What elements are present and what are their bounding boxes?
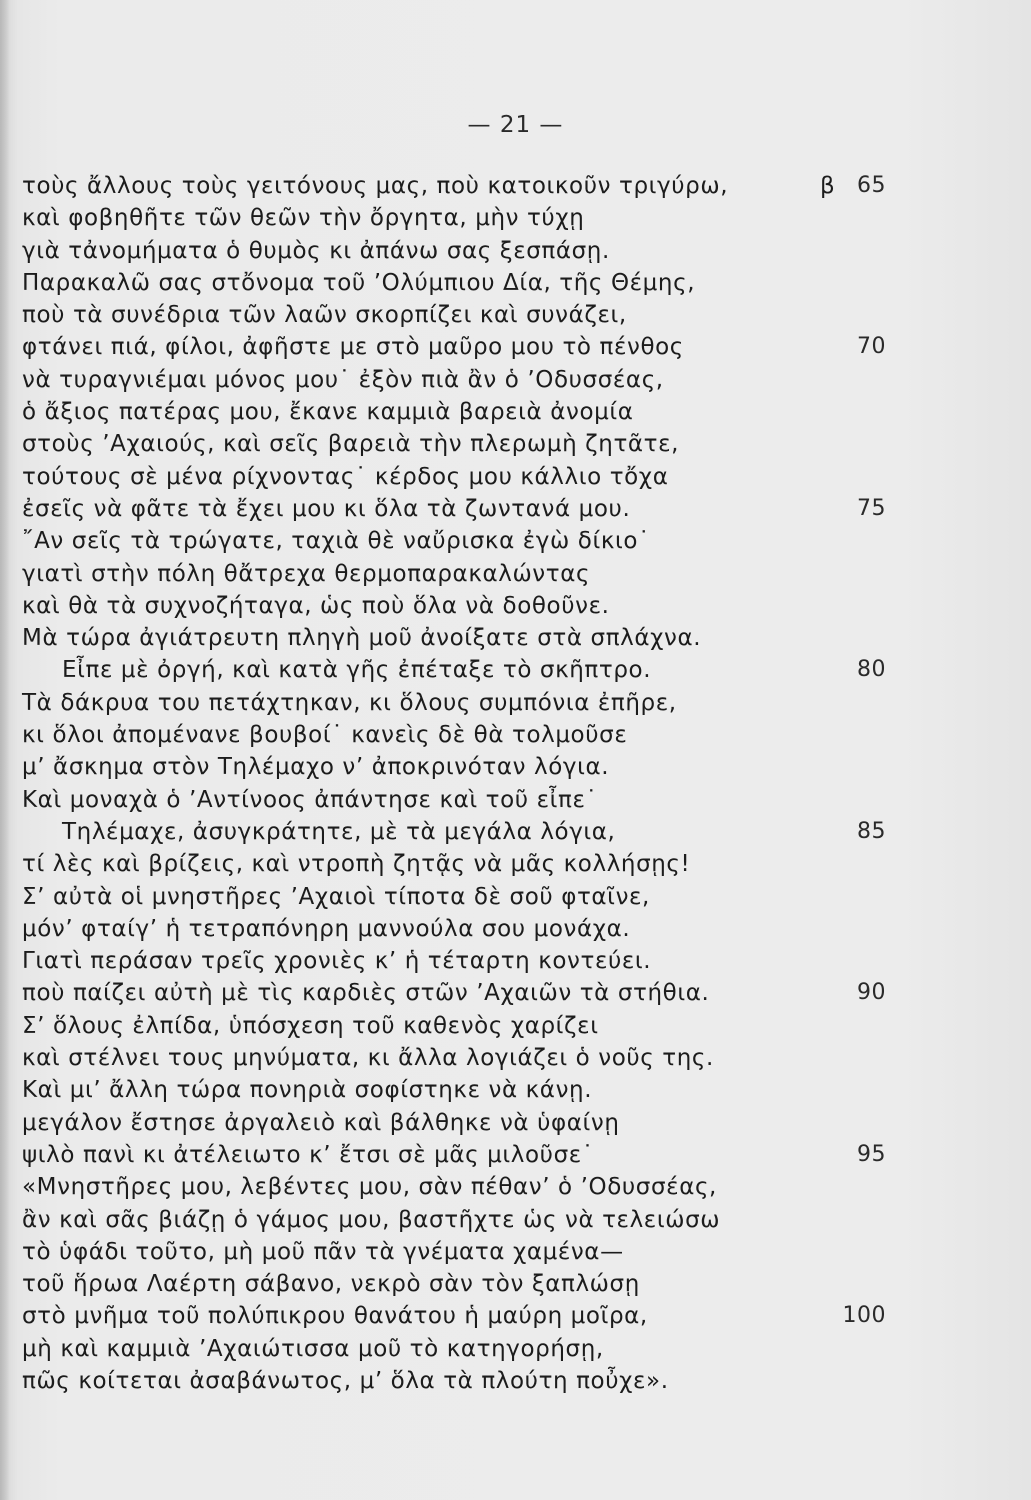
verse-text: τοὺς ἄλλους τοὺς γειτόνους μας, ποὺ κατοικοῦν τριγύρω, xyxy=(22,173,729,199)
book-marker: β xyxy=(820,173,836,199)
verse-line xyxy=(0,881,1031,913)
verse-text: Μὰ τώρα ἀγιάτρευτη πληγὴ μοῦ ἀνοίξατε στὰ σπλάχνα. xyxy=(22,625,702,652)
verse-text: Καὶ μοναχὰ ὁ ’Αντίνοος ἀπάντησε καὶ τοῦ εἶπε˙ xyxy=(22,786,598,813)
line-number: 90 xyxy=(857,980,886,1006)
verse-line xyxy=(0,1204,1031,1236)
verse-line xyxy=(0,1107,1031,1139)
verse-line xyxy=(0,235,1031,267)
verse-line xyxy=(0,331,1031,363)
verse-text: ῎Αν σεῖς τὰ τρώγατε, ταχιὰ θὲ ναὔρισκα ἐγὼ δίκιο˙ xyxy=(22,528,651,555)
verse-text: ποὺ τὰ συνέδρια τῶν λαῶν σκορπίζει καὶ συνάζει, xyxy=(22,302,627,329)
verse-line xyxy=(0,299,1031,331)
line-number: 100 xyxy=(842,1303,886,1329)
verse-line xyxy=(0,558,1031,590)
verse-text: τὸ ὑφάδι τοῦτο, μὴ μοῦ πᾶν τὰ γνέματα χαμένα— xyxy=(22,1238,624,1265)
verse-text: νὰ τυραγνιέμαι μόνος μου˙ ἐξὸν πιὰ ἂν ὁ ’Οδυσσέας, xyxy=(22,366,664,393)
verse-text: Τὰ δάκρυα του πετάχτηκαν, κι ὅλους συμπόνια ἐπῆρε, xyxy=(22,689,677,716)
poem-text xyxy=(0,170,1031,1397)
verse-text: μεγάλον ἔστησε ἀργαλειὸ καὶ βάλθηκε νὰ ὑφαίνῃ xyxy=(22,1109,620,1136)
verse-line xyxy=(0,913,1031,945)
verse-line xyxy=(0,1300,1031,1332)
verse-text: καὶ θὰ τὰ συχνοζήταγα, ὡς ποὺ ὅλα νὰ δοθοῦνε. xyxy=(22,592,610,619)
verse-text: στὸ μνῆμα τοῦ πολύπικρου θανάτου ἡ μαύρη μοῖρα, xyxy=(22,1303,648,1330)
verse-text: Παρακαλῶ σας στὄνομα τοῦ ’Ολύμπιου Δία, τῆς Θέμης, xyxy=(22,269,696,296)
verse-text: ἐσεῖς νὰ φᾶτε τὰ ἔχει μου κι ὅλα τὰ ζωντανά μου. xyxy=(22,495,631,522)
verse-line xyxy=(0,428,1031,460)
verse-text: καὶ στέλνει τους μηνύματα, κι ἄλλα λογιάζει ὁ νοῦς της. xyxy=(22,1045,714,1072)
page-number: — 21 — xyxy=(467,112,564,138)
verse-text: Γιατὶ περάσαν τρεῖς χρονιὲς κ’ ἡ τέταρτη κοντεύει. xyxy=(22,948,652,975)
verse-line xyxy=(0,1074,1031,1106)
verse-line xyxy=(0,1236,1031,1268)
verse-line xyxy=(0,687,1031,719)
verse-line xyxy=(0,848,1031,880)
verse-line xyxy=(0,267,1031,299)
verse-text: πῶς κοίτεται ἀσαβάνωτος, μ’ ὅλα τὰ πλούτη ποὖχε». xyxy=(22,1367,669,1394)
verse-line xyxy=(0,364,1031,396)
line-number: 85 xyxy=(857,818,886,844)
line-number: 75 xyxy=(857,495,886,521)
line-number: 65 xyxy=(857,173,886,198)
verse-text: ποὺ παίζει αὐτὴ μὲ τὶς καρδιὲς στῶν ’Αχαιῶν τὰ στήθια. xyxy=(22,980,710,1007)
verse-text: καὶ φοβηθῆτε τῶν θεῶν τὴν ὄργητα, μὴν τύχῃ xyxy=(22,205,585,232)
verse-line xyxy=(0,945,1031,977)
verse-line xyxy=(0,1333,1031,1365)
verse-text: κι ὅλοι ἀπομένανε βουβοί˙ κανεὶς δὲ θὰ τολμοῦσε xyxy=(22,722,628,749)
verse-line xyxy=(0,461,1031,493)
verse-line xyxy=(0,816,1031,848)
verse-text: Καὶ μι’ ἄλλη τώρα πονηριὰ σοφίστηκε νὰ κάνῃ. xyxy=(22,1077,593,1104)
verse-text: ψιλὸ πανὶ κι ἀτέλειωτο κ’ ἔτσι σὲ μᾶς μιλοῦσε˙ xyxy=(22,1141,594,1168)
verse-line xyxy=(0,784,1031,816)
verse-text: ὁ ἄξιος πατέρας μου, ἔκανε καμμιὰ βαρειὰ ἀνομία xyxy=(22,399,634,426)
verse-text: Εἶπε μὲ ὀργή, καὶ κατὰ γῆς ἐπέταξε τὸ σκῆπτρο. xyxy=(62,657,652,684)
verse-text: ἂν καὶ σᾶς βιάζῃ ὁ γάμος μου, βαστῆχτε ὡς νὰ τελειώσω xyxy=(22,1206,721,1233)
line-number: 80 xyxy=(857,657,886,683)
verse-line xyxy=(0,654,1031,686)
verse-line xyxy=(0,1010,1031,1042)
verse-text: τούτους σὲ μένα ρίχνοντας˙ κέρδος μου κάλλιο τὄχα xyxy=(22,463,669,490)
verse-text: «Μνηστῆρες μου, λεβέντες μου, σὰν πέθαν’ ὁ ’Οδυσσέας, xyxy=(22,1174,717,1201)
verse-line xyxy=(0,1042,1031,1074)
verse-text: μ’ ἄσκημα στὸν Τηλέμαχο ν’ ἀποκρινόταν λόγια. xyxy=(22,754,610,781)
verse-text: Σ’ ὅλους ἐλπίδα, ὑπόσχεση τοῦ καθενὸς χαρίζει xyxy=(22,1012,599,1039)
verse-line xyxy=(0,396,1031,428)
verse-line xyxy=(0,1171,1031,1203)
verse-text: φτάνει πιά, φίλοι, ἀφῆστε με στὸ μαῦρο μου τὸ πένθος xyxy=(22,334,684,361)
verse-line xyxy=(0,1365,1031,1397)
verse-text: γιὰ τἀνομήματα ὁ θυμὸς κι ἀπάνω σας ξεσπάσῃ. xyxy=(22,237,610,264)
verse-text: μόν’ φταίγ’ ἡ τετραπόνηρη μαννούλα σου μονάχα. xyxy=(22,915,631,942)
verse-text: μὴ καὶ καμμιὰ ’Αχαιώτισσα μοῦ τὸ κατηγορήσῃ, xyxy=(22,1335,604,1362)
verse-line xyxy=(0,622,1031,654)
verse-line xyxy=(0,719,1031,751)
verse-text: τοῦ ἥρωα Λαέρτη σάβανο, νεκρὸ σὰν τὸν ξαπλώσῃ xyxy=(22,1271,640,1298)
verse-line xyxy=(0,1268,1031,1300)
line-number: 70 xyxy=(857,334,886,360)
verse-line xyxy=(0,977,1031,1009)
verse-line xyxy=(0,590,1031,622)
verse-text: τί λὲς καὶ βρίζεις, καὶ ντροπὴ ζητᾷς νὰ μᾶς κολλήσῃς! xyxy=(22,851,691,878)
verse-text: στοὺς ’Αχαιούς, καὶ σεῖς βαρειὰ τὴν πλερωμὴ ζητᾶτε, xyxy=(22,431,680,458)
verse-text: Τηλέμαχε, ἀσυγκράτητε, μὲ τὰ μεγάλα λόγια, xyxy=(62,818,616,845)
line-number: 95 xyxy=(857,1141,886,1167)
verse-text: γιατὶ στὴν πόλη θἄτρεχα θερμοπαρακαλώντας xyxy=(22,560,591,587)
verse-line xyxy=(0,525,1031,557)
verse-text: Σ’ αὐτὰ οἱ μνηστῆρες ’Αχαιοὶ τίποτα δὲ σοῦ φταῖνε, xyxy=(22,883,650,910)
verse-line xyxy=(0,751,1031,783)
verse-line xyxy=(0,493,1031,525)
verse-line xyxy=(0,1139,1031,1171)
verse-line xyxy=(0,202,1031,234)
verse-line xyxy=(0,170,1031,202)
